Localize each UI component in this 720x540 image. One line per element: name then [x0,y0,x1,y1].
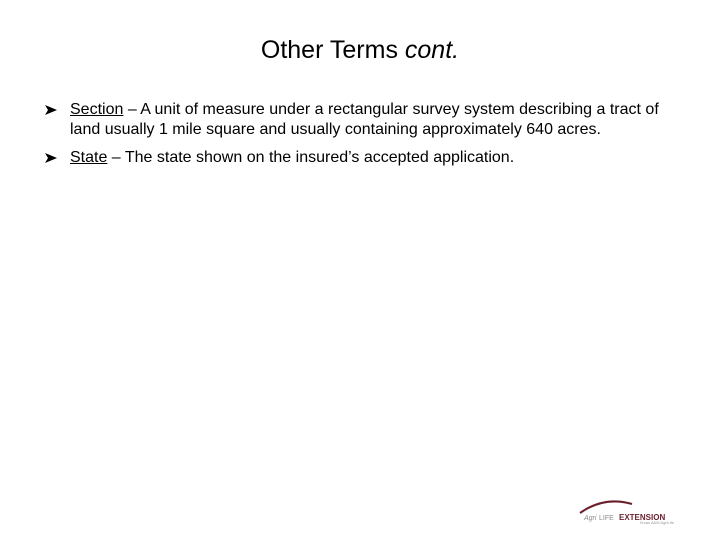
term-state: State [70,149,108,166]
term-section: Section [70,101,124,118]
title-text: Other Terms [260,36,405,64]
slide-title [0,34,720,66]
logo-subtitle: Texas A&M AgriLife [639,520,674,525]
bullet-item-state [44,148,684,168]
definition-section: – A unit of measure under a rectangular survey system describing a tract of land usually 1 mile square and usually containing approximately 640 acres. [70,101,659,138]
arrow-bullet-icon [44,148,62,171]
definition-state: – The state shown on the insured’s accepted application. [107,149,515,166]
svg-text:EXTENSION: EXTENSION [619,513,666,522]
bullet-list [44,100,684,176]
title-emphasis: cont. [404,36,460,64]
svg-text:LIFE: LIFE [599,515,614,522]
arrow-bullet-icon [44,100,62,123]
agrilife-extension-logo [574,498,674,528]
bullet-item-section [44,100,684,140]
svg-text:Agri: Agri [584,515,597,522]
